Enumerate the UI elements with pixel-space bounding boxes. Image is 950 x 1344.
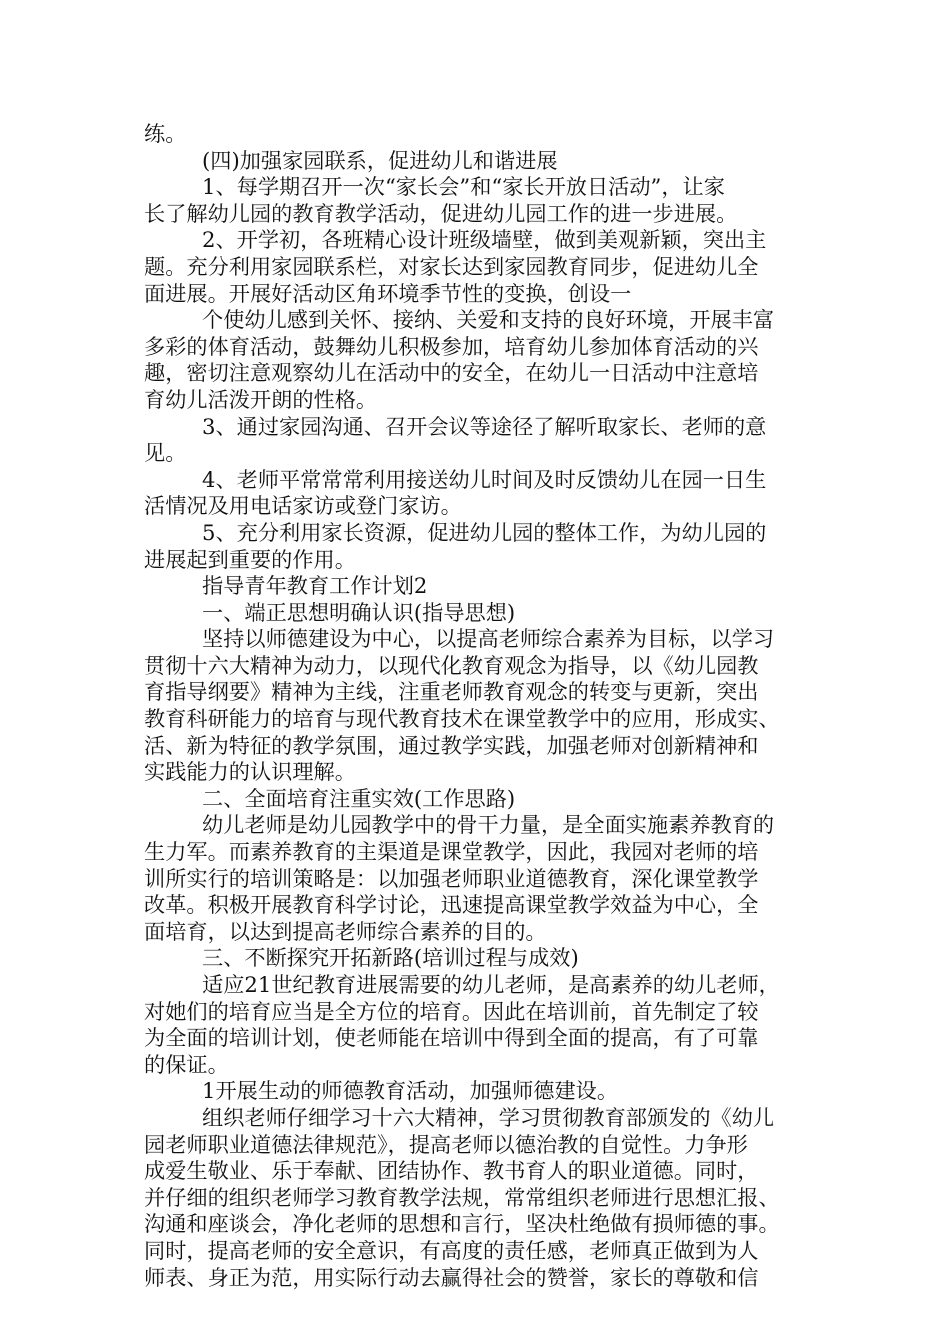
text-line: 题。充分利用家园联系栏，对家长达到家园教育同步，促进幼儿全 xyxy=(144,253,759,279)
text-line: 沟通和座谈会，净化老师的思想和言行，坚决杜绝做有损师德的事。 xyxy=(144,1211,780,1237)
paragraph-start-line: 指导青年教育工作计划2 xyxy=(202,573,428,599)
text-line: 活、新为特征的教学氛围，通过教学实践，加强老师对创新精神和 xyxy=(144,732,759,758)
paragraph-start-line: 坚持以师德建设为中心，以提高老师综合素养为目标，以学习 xyxy=(202,626,775,652)
text-line: 长了解幼儿园的教育教学活动，促进幼儿园工作的进一步进展。 xyxy=(144,200,738,226)
text-line: 贯彻十六大精神为动力，以现代化教育观念为指导，以《幼儿园教 xyxy=(144,652,759,678)
paragraph-start-line: 3、通过家园沟通、召开会议等途径了解听取家长、老师的意 xyxy=(202,413,767,439)
text-line: 同时，提高老师的安全意识，有高度的责任感，老师真正做到为人 xyxy=(144,1237,759,1263)
text-line: 并仔细的组织老师学习教育教学法规，常常组织老师进行思想汇报、 xyxy=(144,1184,780,1210)
text-line: 练。 xyxy=(144,121,187,146)
text-line: 多彩的体育活动，鼓舞幼儿积极参加，培育幼儿参加体育活动的兴 xyxy=(144,333,759,359)
text-line: 活情况及用电话家访或登门家访。 xyxy=(144,493,462,519)
text-line: 生力军。而素养教育的主渠道是课堂教学，因此，我园对老师的培 xyxy=(144,839,759,865)
paragraph-start-line: 1开展生动的师德教育活动，加强师德建设。 xyxy=(202,1078,619,1104)
paragraph-start-line: (四)加强家园联系，促进幼儿和谐进展 xyxy=(202,147,558,173)
paragraph-start-line: 个使幼儿感到关怀、接纳、关爱和支持的良好环境，开展丰富 xyxy=(202,307,775,333)
text-line: 的保证。 xyxy=(144,1051,229,1077)
text-line: 育指导纲要》精神为主线，注重老师教育观念的转变与更新，突出 xyxy=(144,679,759,705)
text-line: 进展起到重要的作用。 xyxy=(144,546,356,572)
text-line: 趣，密切注意观察幼儿在活动中的安全，在幼儿一日活动中注意培 xyxy=(144,360,759,386)
paragraph-start-line: 适应21世纪教育进展需要的幼儿老师，是高素养的幼儿老师， xyxy=(202,972,780,997)
paragraph-start-line: 组织老师仔细学习十六大精神，学习贯彻教育部颁发的《幼儿 xyxy=(202,1104,775,1130)
text-line: 训所实行的培训策略是：以加强老师职业道德教育，深化课堂教学 xyxy=(144,865,759,891)
text-line: 师表、身正为范，用实际行动去赢得社会的赞誉，家长的尊敬和信 xyxy=(144,1264,759,1290)
paragraph-start-line: 4、老师平常常常利用接送幼儿时间及时反馈幼儿在园一日生 xyxy=(202,466,767,492)
paragraph-start-line: 一、端正思想明确认识(指导思想) xyxy=(202,599,516,625)
text-line: 为全面的培训计划，使老师能在培训中得到全面的提高，有了可靠 xyxy=(144,1025,759,1051)
paragraph-start-line: 2、开学初，各班精心设计班级墙壁，做到美观新颖，突出主 xyxy=(202,227,767,253)
text-line: 见。 xyxy=(144,440,187,466)
text-line: 面培育，以达到提高老师综合素养的目的。 xyxy=(144,918,547,944)
paragraph-start-line: 5、充分利用家长资源，促进幼儿园的整体工作，为幼儿园的 xyxy=(202,519,767,545)
text-line: 改革。积极开展教育科学讨论，迅速提高课堂教学效益为中心，全 xyxy=(144,892,759,918)
text-line: 对她们的培育应当是全方位的培育。因此在培训前，首先制定了较 xyxy=(144,998,759,1024)
text-line: 面进展。开展好活动区角环境季节性的变换，创设一 xyxy=(144,280,632,306)
paragraph-start-line: 三、不断探究开拓新路(培训过程与成效) xyxy=(202,945,579,971)
paragraph-start-line: 二、全面培育注重实效(工作思路) xyxy=(202,785,516,811)
text-line: 园老师职业道德法律规范》，提高老师以德治教的自觉性。力争形 xyxy=(144,1131,748,1157)
paragraph-start-line: 1、每学期召开一次“家长会”和“家长开放日活动”，让家 xyxy=(202,174,725,200)
text-line: 教育科研能力的培育与现代教育技术在课堂教学中的应用，形成实、 xyxy=(144,706,780,732)
paragraph-start-line: 幼儿老师是幼儿园教学中的骨干力量，是全面实施素养教育的 xyxy=(202,812,775,838)
text-line: 育幼儿活泼开朗的性格。 xyxy=(144,386,378,412)
text-line: 实践能力的认识理解。 xyxy=(144,759,356,785)
document-body xyxy=(144,121,824,1291)
text-line: 成爱生敬业、乐于奉献、团结协作、教书育人的职业道德。同时， xyxy=(144,1158,759,1184)
